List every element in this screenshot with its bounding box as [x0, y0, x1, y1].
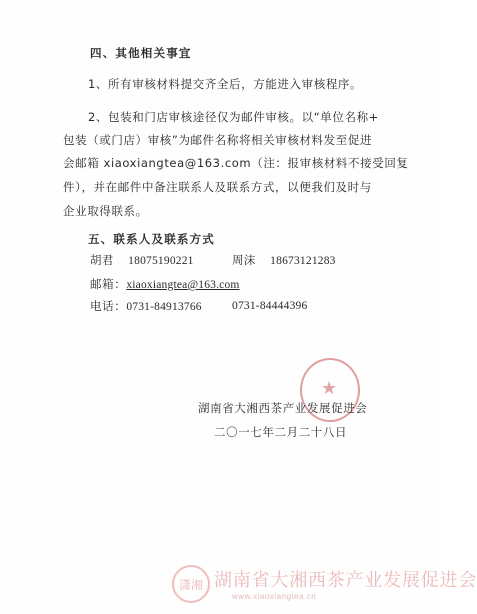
- phone-label: 电话：: [90, 299, 127, 313]
- phone-2: 0731-84444396: [232, 300, 308, 312]
- section-4-heading: 四、其他相关事宜: [90, 46, 192, 60]
- footer-url: www.xiaoxiangtea.cn: [232, 592, 317, 601]
- section-4-item-2-line-1: 2、包装和门店审核途径仅为邮件审核。以“单位名称+: [88, 110, 379, 124]
- section-4-item-2-line-4: 件），并在邮件中备注联系人及联系方式，以便我们及时与: [63, 180, 372, 194]
- signature-org: 湖南省大湘西茶产业发展促进会: [198, 401, 368, 415]
- section-4-item-1: 1、所有审核材料提交齐全后，方能进入审核程序。: [88, 77, 363, 91]
- section-5-heading: 五、联系人及联系方式: [88, 232, 215, 246]
- contact-hu: 胡君 18075190221: [90, 255, 194, 267]
- footer-title: 湖南省大湘西茶产业发展促进会: [214, 570, 477, 591]
- section-4-item-2-line-3: 会邮箱 xiaoxiangtea@163.com（注：报审核材料不接受回复: [63, 156, 409, 170]
- email-link[interactable]: xiaoxiangtea@163.com: [126, 279, 240, 291]
- footer-logo-icon: 潇湘: [172, 565, 210, 603]
- contact-zhou: 周沫 18673121283: [232, 255, 336, 267]
- signature-date: 二〇一七年二月二十八日: [214, 425, 348, 439]
- section-4-item-2-line-2: 包装（或门店）审核”为邮件名称将相关审核材料发至促进: [63, 133, 373, 147]
- seal-star-icon: ★: [321, 378, 338, 399]
- email-label: 邮箱：: [90, 277, 127, 291]
- phone-row: [90, 299, 202, 314]
- email-row: [90, 277, 240, 292]
- section-4-item-2-line-5: 企业取得联系。: [63, 204, 148, 218]
- phone-1: 0731-84913766: [126, 301, 202, 313]
